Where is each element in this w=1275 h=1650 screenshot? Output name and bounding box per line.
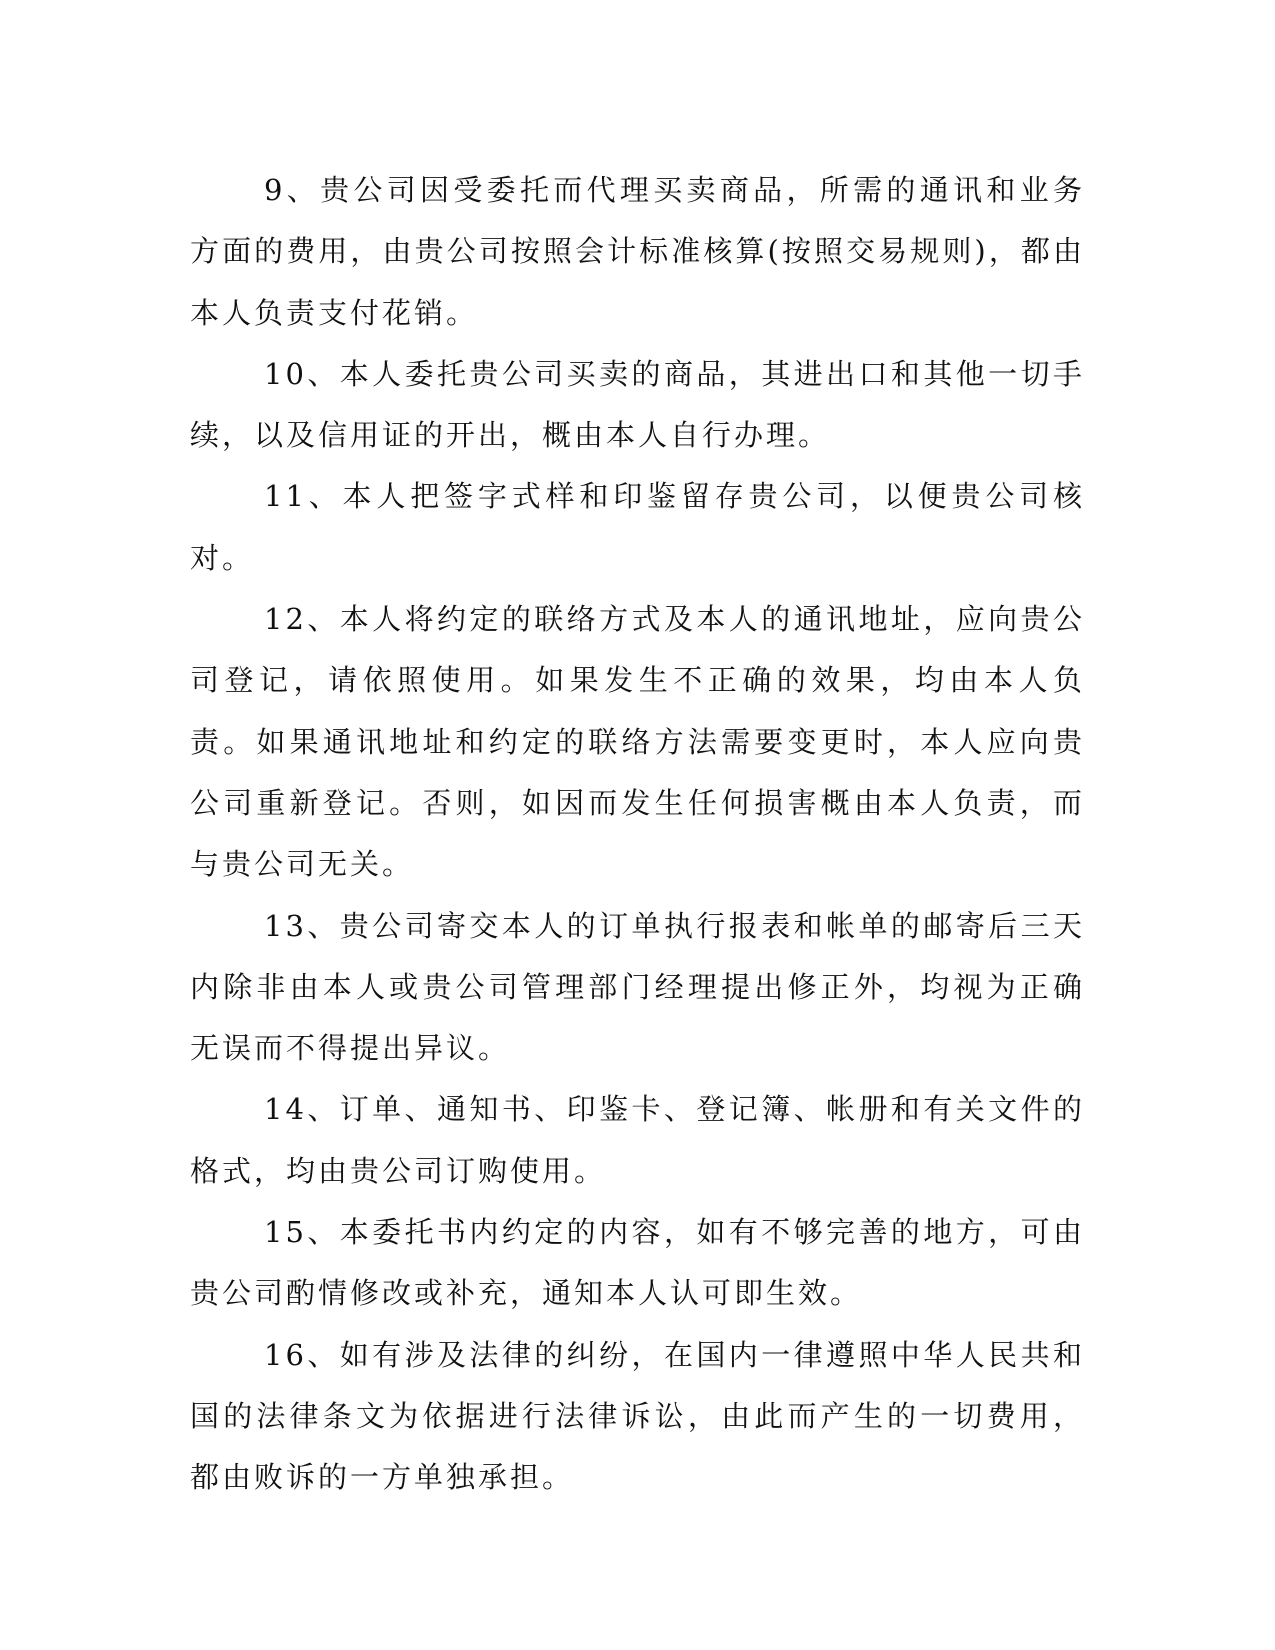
clause-12: 12、本人将约定的联络方式及本人的通讯地址，应向贵公司登记，请依照使用。如果发生不正确的效果，均由本人负责。如果通讯地址和约定的联络方法需要变更时，本人应向贵公司重新登记。否则，如因而发生任何损害概由本人负责，而与贵公司无关。 xyxy=(190,602,1085,882)
clause-10: 10、本人委托贵公司买卖的商品，其进出口和其他一切手续，以及信用证的开出，概由本人自行办理。 xyxy=(190,356,1085,453)
clause-15: 15、本委托书内约定的内容，如有不够完善的地方，可由贵公司酌情修改或补充，通知本人认可即生效。 xyxy=(190,1215,1085,1311)
clause-14: 14、订单、通知书、印鉴卡、登记簿、帐册和有关文件的格式，均由贵公司订购使用。 xyxy=(190,1092,1085,1188)
clause-11: 11、本人把签字式样和印鉴留存贵公司，以便贵公司核对。 xyxy=(190,479,1085,575)
clause-13: 13、贵公司寄交本人的订单执行报表和帐单的邮寄后三天内除非由本人或贵公司管理部门经理提出修正外，均视为正确无误而不得提出异议。 xyxy=(190,908,1085,1066)
clause-9: 9、贵公司因受委托而代理买卖商品，所需的通讯和业务方面的费用，由贵公司按照会计标准核算(按照交易规则)，都由本人负责支付花销。 xyxy=(190,173,1085,330)
document-body xyxy=(190,160,1085,1509)
clause-16: 16、如有涉及法律的纠纷，在国内一律遵照中华人民共和国的法律条文为依据进行法律诉讼，由此而产生的一切费用，都由败诉的一方单独承担。 xyxy=(190,1337,1085,1495)
